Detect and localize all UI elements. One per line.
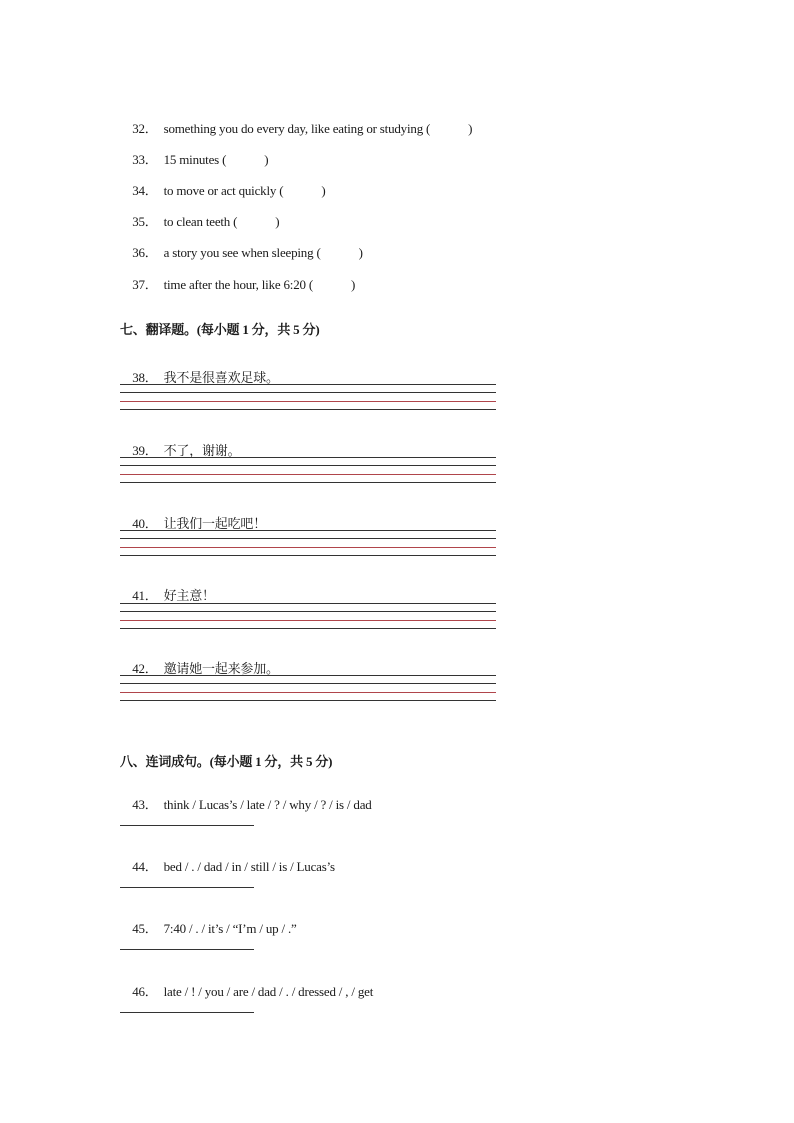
answer-line[interactable] [120, 887, 254, 888]
question-number: 42． [132, 661, 158, 676]
question-number: 46． [132, 984, 158, 999]
writing-rule-red [120, 620, 496, 621]
close-paren: ) [321, 183, 326, 198]
writing-rule [120, 555, 496, 556]
question-text: think / Lucas’s / late / ? / why / ? / is / dad [163, 797, 372, 812]
question-number: 44． [132, 859, 158, 874]
writing-lines[interactable] [120, 384, 496, 410]
question-number: 33． [132, 152, 158, 167]
answer-line[interactable] [120, 825, 254, 826]
question-text: bed / . / dad / in / still / is / Lucas’s [163, 859, 335, 874]
close-paren: ) [275, 214, 280, 229]
question-number: 40． [132, 516, 158, 531]
close-paren: ) [351, 277, 356, 292]
question-text: 我不是很喜欢足球。 [163, 370, 279, 385]
writing-lines[interactable] [120, 530, 496, 556]
writing-rule [120, 409, 496, 410]
writing-rule [120, 628, 496, 629]
question-number: 41． [132, 588, 158, 603]
question-text: 让我们一起吃吧！ [163, 516, 267, 531]
question-text: 15 minutes ( [163, 152, 227, 167]
writing-lines[interactable] [120, 603, 496, 629]
question-44 [120, 843, 335, 891]
question-text: time after the hour, like 6:20 ( [163, 277, 313, 292]
close-paren: ) [264, 152, 269, 167]
question-46 [120, 968, 373, 1016]
question-text: 不了，谢谢。 [163, 443, 241, 458]
question-number: 34． [132, 183, 158, 198]
writing-rule [120, 392, 496, 393]
writing-rule [120, 700, 496, 701]
question-text: 7:40 / . / it’s / “I’m / up / .” [163, 921, 297, 936]
writing-rule [120, 482, 496, 483]
question-number: 36． [132, 245, 158, 260]
question-text: 邀请她一起来参加。 [163, 661, 279, 676]
question-text: something you do every day, like eating or studying ( [163, 121, 431, 136]
question-number: 39． [132, 443, 158, 458]
writing-rule [120, 530, 496, 531]
writing-rule [120, 683, 496, 684]
question-number: 38． [132, 370, 158, 385]
writing-rule-red [120, 474, 496, 475]
question-text: 好主意！ [163, 588, 215, 603]
question-number: 32． [132, 121, 158, 136]
writing-rule [120, 675, 496, 676]
question-text: to clean teeth ( [163, 214, 238, 229]
question-text: to move or act quickly ( [163, 183, 284, 198]
writing-rule-red [120, 692, 496, 693]
writing-rule [120, 538, 496, 539]
answer-line[interactable] [120, 949, 254, 950]
writing-rule-red [120, 401, 496, 402]
writing-rule [120, 465, 496, 466]
writing-lines[interactable] [120, 457, 496, 483]
close-paren: ) [468, 121, 473, 136]
question-number: 43． [132, 797, 158, 812]
question-37 [120, 261, 355, 309]
question-43 [120, 781, 372, 829]
writing-rule [120, 611, 496, 612]
question-45 [120, 905, 297, 953]
section-8-heading: 八、连词成句。(每小题 1 分，共 5 分) [120, 754, 333, 769]
writing-rule-red [120, 547, 496, 548]
writing-lines[interactable] [120, 675, 496, 701]
question-text: a story you see when sleeping ( [163, 245, 321, 260]
answer-line[interactable] [120, 1012, 254, 1013]
writing-rule [120, 603, 496, 604]
question-number: 35． [132, 214, 158, 229]
question-number: 37． [132, 277, 158, 292]
close-paren: ) [358, 245, 363, 260]
writing-rule [120, 457, 496, 458]
section-7-heading: 七、翻译题。(每小题 1 分，共 5 分) [120, 322, 320, 337]
question-text: late / ! / you / are / dad / . / dressed / , / get [163, 984, 374, 999]
writing-rule [120, 384, 496, 385]
question-number: 45． [132, 921, 158, 936]
